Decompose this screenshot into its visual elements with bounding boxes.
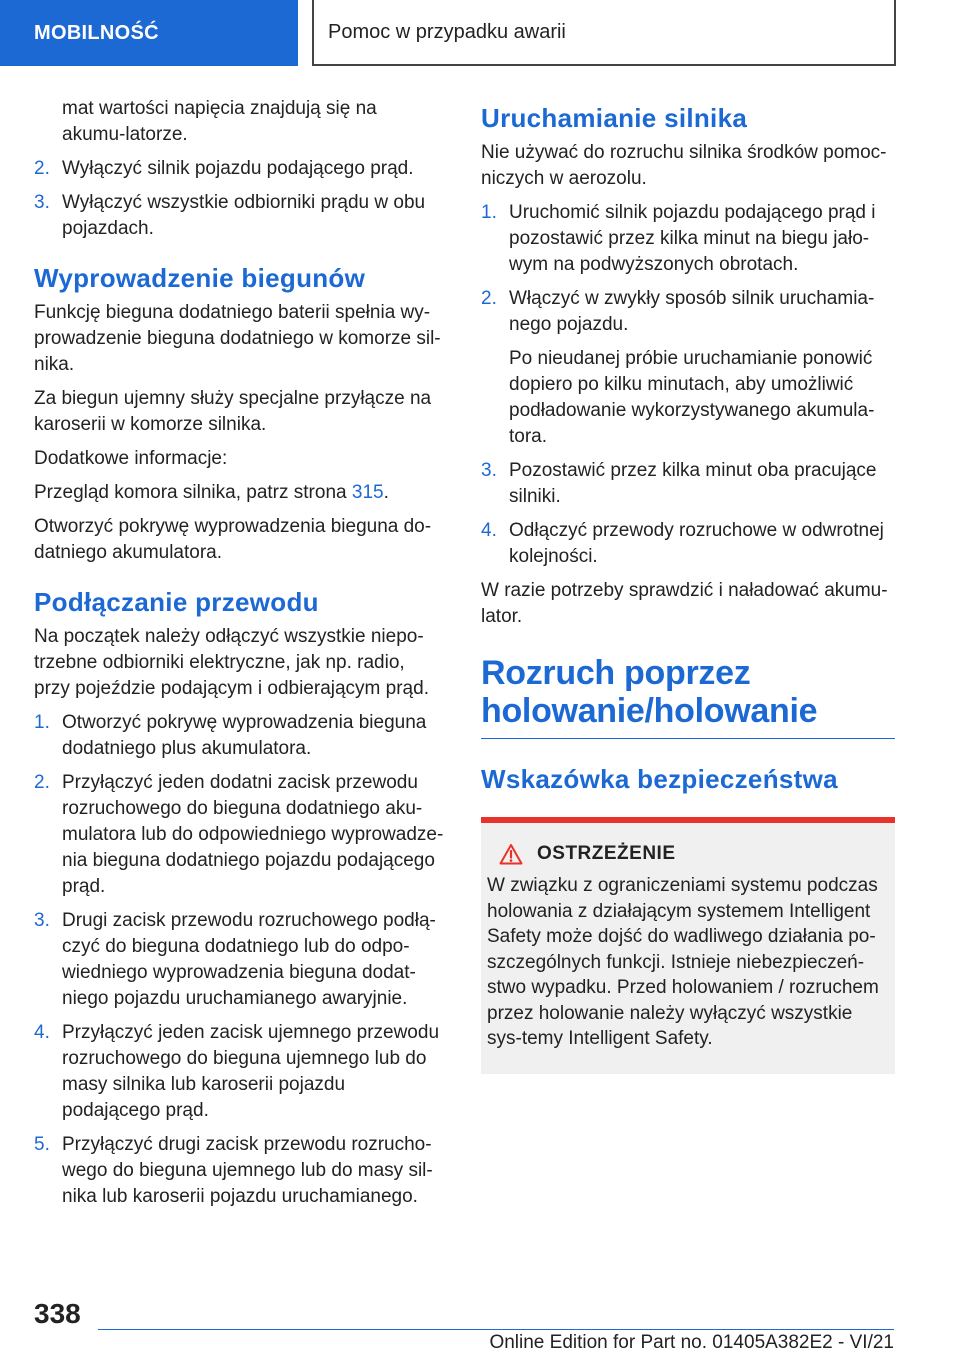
ref-prefix: Przegląd komora silnika, patrz strona [34, 482, 352, 503]
section-heading-safety: Wskazówka bezpieczeństwa [481, 764, 838, 794]
list-item [481, 200, 895, 278]
step-text: Przyłączyć drugi zacisk przewodu rozrucho-wego do bieguna ujemnego lub do masy sil-nika lub karoserii pojazdu uruchamianego. [62, 1134, 433, 1207]
step-text: Odłączyć przewody rozruchowe w odwrotnej kolejności. [509, 520, 884, 567]
paragraph: Nie używać do rozruchu silnika środków pomoc-niczych w aerozolu. [481, 142, 887, 189]
list-item [34, 908, 444, 1012]
warning-box [481, 817, 895, 1074]
warning-triangle-icon [499, 843, 523, 865]
page-header [0, 0, 960, 66]
step-text: Drugi zacisk przewodu rozruchowego podłą-czyć do bieguna dodatniego lub do odpo-wiedniego wyprowadzenia bieguna dodat-niego pojazdu uruchamianego awaryjnie. [62, 910, 436, 1009]
right-column [481, 96, 895, 1074]
step-number: 3. [481, 460, 497, 481]
paragraph [34, 480, 444, 506]
ref-suffix: . [383, 482, 389, 503]
step-number: 2. [34, 772, 50, 793]
list-item [34, 190, 444, 242]
step-number: 3. [34, 192, 50, 213]
section-heading-cable: Podłączanie przewodu [34, 587, 319, 617]
paragraph: Dodatkowe informacje: [34, 448, 228, 469]
list-item [481, 518, 895, 570]
chapter-heading-tow: Rozruch poprzez holowanie/holowanie [481, 654, 895, 739]
intro-continuation: mat wartości napięcia znajdują się na akumu-latorze. [62, 98, 377, 145]
paragraph: Za biegun ujemny służy specjalne przyłącze na karoserii w komorze silnika. [34, 388, 432, 435]
step-number: 5. [34, 1134, 50, 1155]
step-number: 1. [481, 202, 497, 223]
left-column [34, 96, 444, 1218]
step-number: 2. [481, 288, 497, 309]
step-number: 4. [34, 1022, 50, 1043]
list-item [34, 770, 444, 900]
step-number: 2. [34, 158, 50, 179]
step-text: Pozostawić przez kilka minut oba pracujące silniki. [509, 460, 877, 507]
step-text: Wyłączyć silnik pojazdu podającego prąd. [62, 158, 414, 179]
step-text: Uruchomić silnik pojazdu podającego prąd i pozostawić przez kilka minut na biegu jało-wym na podwyższonych obrotach. [509, 202, 876, 275]
paragraph: Na początek należy odłączyć wszystkie niepo-trzebne odbiorniki elektryczne, jak np. radio, przy pojeździe podającym i odbierającym prąd. [34, 626, 429, 699]
step-number: 3. [34, 910, 50, 931]
page-link[interactable]: 315 [351, 482, 384, 503]
paragraph: Otworzyć pokrywę wyprowadzenia bieguna do-datniego akumulatora. [34, 516, 432, 563]
warning-text: W związku z ograniczeniami systemu podczas holowania z działającym systemem Intelligent Safety może dojść do wadliwego działania po-szczególnych funkcji. Istnieje niebezpieczeń-stwo wypadku. Przed holowaniem / rozruchem przez holowanie należy wyłączyć wszystkie sys-temy Intelligent Safety. [487, 875, 879, 1049]
chapter-title[interactable]: Pomoc w przypadku awarii [312, 0, 896, 66]
step-text: Przyłączyć jeden zacisk ujemnego przewodu rozruchowego do bieguna ujemnego lub do masy silnika lub karoserii pojazdu podającego prąd. [62, 1022, 440, 1121]
step-text: Włączyć w zwykły sposób silnik uruchamia-nego pojazdu. [509, 288, 875, 335]
list-item [34, 156, 444, 182]
step-number: 4. [481, 520, 497, 541]
section-heading-start: Uruchamianie silnika [481, 103, 748, 133]
step-text: Wyłączyć wszystkie odbiorniki prądu w obu pojazdach. [62, 192, 426, 239]
step-text: Przyłączyć jeden dodatni zacisk przewodu rozruchowego do bieguna dodatniego aku-mulatora lub do odpowiedniego wyprowadze-nia bieguna dodatniego pojazdu podającego prąd. [62, 772, 444, 897]
list-item [34, 1132, 444, 1210]
section-heading-poles: Wyprowadzenie biegunów [34, 263, 366, 293]
paragraph: W razie potrzeby sprawdzić i naładować akumu-lator. [481, 580, 888, 627]
warning-label: OSTRZEŻENIE [537, 843, 676, 864]
warning-header [487, 841, 889, 867]
step-number: 1. [34, 712, 50, 733]
paragraph: Funkcję bieguna dodatniego baterii spełnia wy-prowadzenie bieguna dodatniego w komorze sil-nika. [34, 302, 441, 375]
list-item [481, 286, 895, 338]
list-item [34, 1020, 444, 1124]
section-tab[interactable]: MOBILNOŚĆ [0, 0, 298, 66]
list-item [481, 458, 895, 510]
step-note: Po nieudanej próbie uruchamianie ponowić dopiero po kilku minutach, aby umożliwić podładowanie wykorzystywanego akumula-tora. [509, 348, 875, 447]
list-item [34, 710, 444, 762]
footer-divider [98, 1329, 894, 1330]
step-text: Otworzyć pokrywę wyprowadzenia bieguna dodatniego plus akumulatora. [62, 712, 427, 759]
page-number: 338 [34, 1298, 81, 1329]
footer-edition: Online Edition for Part no. 01405A382E2 - VI/21 [489, 1332, 894, 1353]
